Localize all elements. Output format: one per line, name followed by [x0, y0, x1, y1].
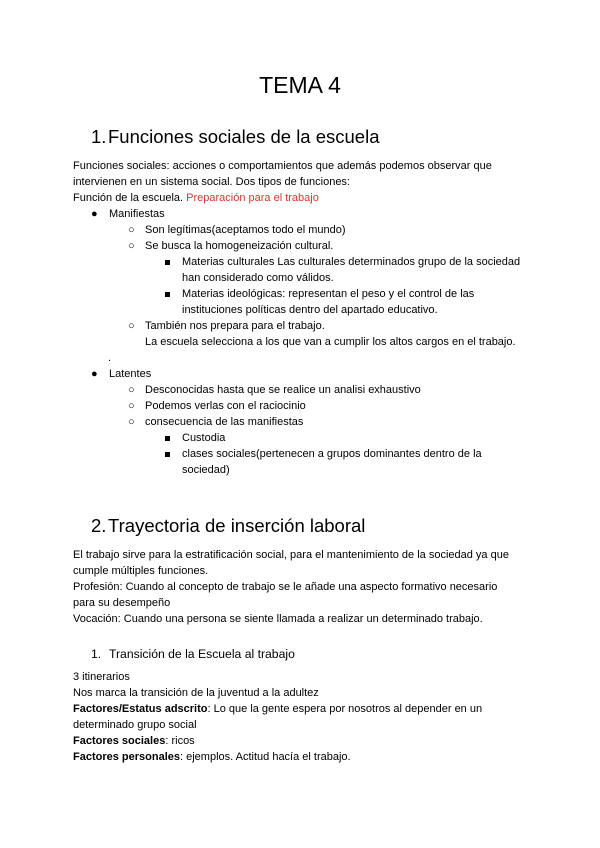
- bullet-square-icon: [165, 260, 170, 265]
- latentes-label: Latentes: [109, 368, 152, 380]
- function-highlight: Preparación para el trabajo: [186, 192, 319, 204]
- manifiestas-sub-2-line-1: Materias ideológicas: representan el peso y el control de las: [182, 288, 475, 300]
- factores-estatus-text: : Lo que la gente espera por nosotros al depender en un: [207, 703, 483, 715]
- sub-heading: Transición de la Escuela al trabajo: [109, 647, 295, 661]
- intro-line-1: Funciones sociales: acciones o comportamientos que además podemos observar que: [73, 160, 492, 172]
- section-2-heading: Trayectoria de inserción laboral: [108, 515, 366, 536]
- latentes-sub-1: Custodia: [182, 432, 226, 444]
- bullet-circle-icon: ○: [128, 400, 135, 412]
- latentes-item-2: Podemos verlas con el raciocinio: [145, 400, 306, 412]
- section-2-p2-line-2: para su desempeño: [73, 597, 171, 609]
- itinerarios-text: 3 itinerarios: [73, 671, 130, 683]
- latentes-sub-2-line-2: sociedad): [182, 464, 230, 476]
- factores-personales-label: Factores personales: [73, 751, 180, 763]
- stray-dot: .: [108, 352, 112, 364]
- bullet-square-icon: [165, 436, 170, 441]
- page-title: TEMA 4: [259, 72, 341, 98]
- manifiestas-sub-1-line-1: Materias culturales Las culturales determinados grupo de la sociedad: [182, 256, 521, 268]
- section-2-p1-line-2: cumple múltiples funciones.: [73, 565, 209, 577]
- factores-sociales-label: Factores sociales: [73, 735, 166, 747]
- manifiestas-label: Manifiestas: [109, 208, 165, 220]
- factores-sociales-text: : ricos: [165, 735, 195, 747]
- latentes-item-1: Desconocidas hasta que se realice un analisi exhaustivo: [145, 384, 421, 396]
- sub-heading-number: 1.: [91, 647, 102, 661]
- function-label: Función de la escuela.: [73, 192, 184, 204]
- manifiestas-sub-1-line-2: han considerado como válidos.: [182, 272, 334, 284]
- bullet-square-icon: [165, 452, 170, 457]
- latentes-item-3: consecuencia de las manifiestas: [145, 416, 304, 428]
- section-2-p2-line-1: Profesión: Cuando al concepto de trabajo se le añade una aspecto formativo necesario: [73, 581, 498, 593]
- transicion-text: Nos marca la transición de la juventud a la adultez: [73, 687, 319, 699]
- factores-estatus-line-1: [73, 701, 482, 717]
- intro-line-2: intervienen en un sistema social. Dos tipos de funciones:: [73, 176, 350, 188]
- factores-estatus-line-2: determinado grupo social: [73, 719, 197, 731]
- factores-sociales-line: [73, 733, 195, 749]
- manifiestas-sub-2-line-2: instituciones políticas dentro del apartado educativo.: [182, 304, 438, 316]
- bullet-circle-icon: ○: [128, 416, 135, 428]
- section-2-p3: Vocación: Cuando una persona se siente llamada a realizar un determinado trabajo.: [73, 613, 483, 625]
- factores-personales-text: : ejemplos. Actitud hacía el trabajo.: [180, 751, 351, 763]
- factores-personales-line: [73, 749, 351, 765]
- section-2-p1-line-1: El trabajo sirve para la estratificación social, para el mantenimiento de la sociedad ya que: [73, 549, 509, 561]
- bullet-disc-icon: ●: [91, 208, 98, 220]
- bullet-disc-icon: ●: [91, 368, 98, 380]
- section-1-number: 1.: [91, 126, 107, 147]
- bullet-circle-icon: ○: [128, 240, 135, 252]
- factores-estatus-label: Factores/Estatus adscrito: [73, 703, 208, 715]
- bullet-circle-icon: ○: [128, 320, 135, 332]
- manifiestas-item-3-line-1: También nos prepara para el trabajo.: [145, 320, 325, 332]
- bullet-circle-icon: ○: [128, 384, 135, 396]
- bullet-square-icon: [165, 292, 170, 297]
- function-line: [73, 190, 319, 206]
- section-1-heading: Funciones sociales de la escuela: [108, 126, 380, 147]
- manifiestas-item-3-line-2: La escuela selecciona a los que van a cumplir los altos cargos en el trabajo.: [145, 336, 516, 348]
- section-2-number: 2.: [91, 515, 107, 536]
- manifiestas-item-1: Son legítimas(aceptamos todo el mundo): [145, 224, 346, 236]
- bullet-circle-icon: ○: [128, 224, 135, 236]
- latentes-sub-2-line-1: clases sociales(pertenecen a grupos dominantes dentro de la: [182, 448, 482, 460]
- manifiestas-item-2: Se busca la homogeneización cultural.: [145, 240, 334, 252]
